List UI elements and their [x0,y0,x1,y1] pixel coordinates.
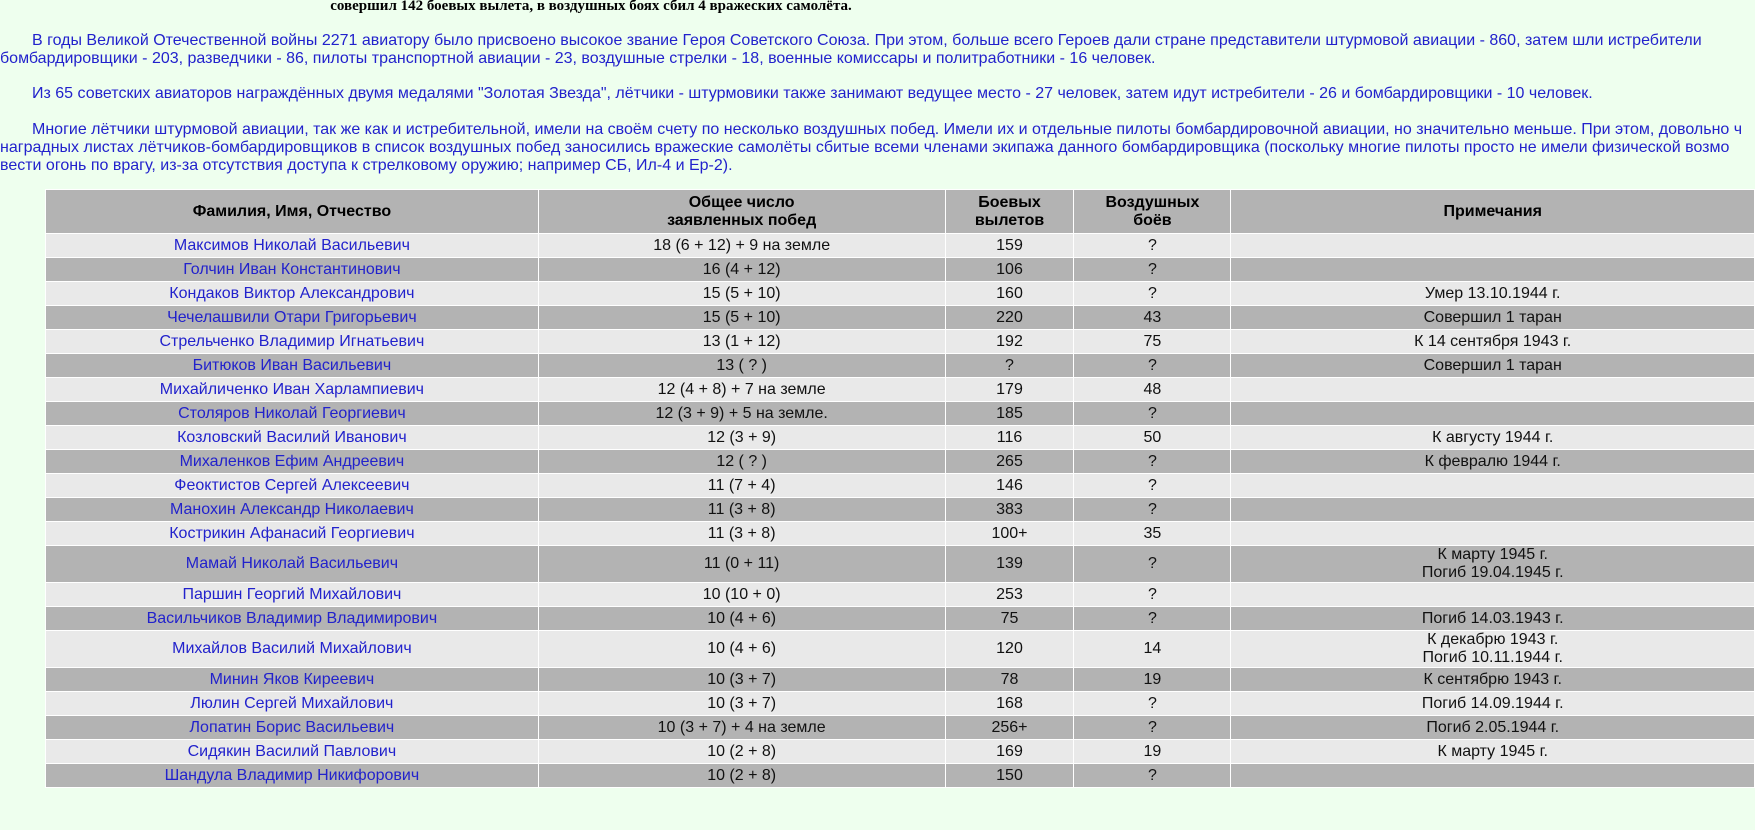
cell-battles: 43 [1074,306,1231,330]
cell-name[interactable] [46,764,539,788]
table-row [46,330,1755,354]
cell-name[interactable] [46,607,539,631]
pilot-name-link[interactable]: Голчин Иван Константинович [183,260,401,278]
cell-name[interactable] [46,234,539,258]
cell-victories: 10 (10 + 0) [538,583,945,607]
cell-name[interactable] [46,354,539,378]
cell-name[interactable] [46,426,539,450]
paragraph-line: Из 65 советских авиаторов награждённых двумя медалями "Золотая Звезда", лётчики - штурмовики также занимают ведущее место - 27 человек, затем идут истребители - 26 и бомбардировщики - 10 человек. [32,85,1593,102]
cell-note [1231,402,1755,426]
cell-note: Погиб 14.03.1943 г. [1231,607,1755,631]
table-row [46,764,1755,788]
cell-battles: ? [1074,282,1231,306]
cell-name[interactable] [46,282,539,306]
paragraph-line: наградных листах лётчиков-бомбардировщиков в список воздушных побед заносились вражеские самолёты сбитые всеми членами экипажа данного бомбардировщика (поскольку многие пилоты просто не имели физической возмо [0,139,1730,156]
cell-victories: 10 (4 + 6) [538,631,945,668]
cell-sorties: 179 [945,378,1074,402]
cell-sorties: 139 [945,546,1074,583]
table-row [46,522,1755,546]
cell-battles: ? [1074,692,1231,716]
table-row [46,258,1755,282]
cell-victories: 11 (7 + 4) [538,474,945,498]
cell-battles: 48 [1074,378,1231,402]
table-row [46,583,1755,607]
cell-victories: 13 ( ? ) [538,354,945,378]
cell-name[interactable] [46,692,539,716]
cell-note: К декабрю 1943 г. Погиб 10.11.1944 г. [1231,631,1755,668]
cell-victories: 10 (3 + 7) [538,692,945,716]
cell-note [1231,583,1755,607]
pilot-name-link[interactable]: Сидякин Василий Павлович [187,742,397,760]
cell-sorties: 256+ [945,716,1074,740]
cell-battles: 19 [1074,668,1231,692]
cell-battles: ? [1074,234,1231,258]
cell-sorties: 116 [945,426,1074,450]
cell-battles: 50 [1074,426,1231,450]
pilot-name-link[interactable]: Феоктистов Сергей Алексеевич [174,476,410,494]
cell-battles: 14 [1074,631,1231,668]
cell-name[interactable] [46,740,539,764]
cell-victories: 15 (5 + 10) [538,306,945,330]
cell-battles: ? [1074,450,1231,474]
cell-note: Умер 13.10.1944 г. [1231,282,1755,306]
table-row [46,306,1755,330]
cell-note [1231,258,1755,282]
cell-note: Совершил 1 таран [1231,354,1755,378]
cell-sorties: 265 [945,450,1074,474]
cell-note: Погиб 14.09.1944 г. [1231,692,1755,716]
table-row [46,692,1755,716]
cell-victories: 10 (2 + 8) [538,764,945,788]
table-row [46,607,1755,631]
cell-note: Совершил 1 таран [1231,306,1755,330]
cell-note: К февралю 1944 г. [1231,450,1755,474]
cell-name[interactable] [46,378,539,402]
paragraph-heroes-count [0,32,1755,68]
cell-note: К марту 1945 г. Погиб 19.04.1945 г. [1231,546,1755,583]
cell-sorties: 120 [945,631,1074,668]
paragraph-victories [0,121,1755,175]
cell-victories: 12 (4 + 8) + 7 на земле [538,378,945,402]
cell-sorties: 253 [945,583,1074,607]
pilot-name-link[interactable]: Кострикин Афанасий Георгиевич [169,524,415,542]
cell-sorties: 169 [945,740,1074,764]
cell-sorties: 220 [945,306,1074,330]
cell-name[interactable] [46,631,539,668]
table-row [46,474,1755,498]
paragraph-twice-heroes [0,85,1755,103]
cell-victories: 12 (3 + 9) + 5 на земле. [538,402,945,426]
cell-victories: 13 (1 + 12) [538,330,945,354]
cell-name[interactable] [46,716,539,740]
cell-note: К 14 сентября 1943 г. [1231,330,1755,354]
cell-battles: ? [1074,546,1231,583]
cell-name[interactable] [46,583,539,607]
cell-battles: 35 [1074,522,1231,546]
cell-sorties: 78 [945,668,1074,692]
pilot-name-link[interactable]: Шандула Владимир Никифорович [164,766,420,784]
cell-victories: 15 (5 + 10) [538,282,945,306]
header-sorties: Боевых вылетов [945,190,1074,234]
header-victories: Общее число заявленных побед [538,190,945,234]
cell-sorties: 192 [945,330,1074,354]
cell-name[interactable] [46,402,539,426]
cell-sorties: 75 [945,607,1074,631]
pilot-name-link[interactable]: Мамай Николай Васильевич [185,555,399,572]
pilot-name-link[interactable]: Максимов Николай Васильевич [173,236,410,254]
cell-name[interactable] [46,546,539,583]
header-notes: Примечания [1231,190,1755,234]
paragraph-line: вести огонь по врагу, из-за отсутствия доступа к стрелковому оружию; например СБ, Ил-4 и Ер-2). [0,157,733,174]
cell-sorties: 383 [945,498,1074,522]
table-row [46,378,1755,402]
cell-name[interactable] [46,450,539,474]
pilot-name-link[interactable]: Чечелашвили Отари Григорьевич [167,308,417,326]
cell-battles: 75 [1074,330,1231,354]
cell-sorties: 185 [945,402,1074,426]
pilot-name-link[interactable]: Битюков Иван Васильевич [192,356,392,374]
cell-note [1231,474,1755,498]
pilot-name-link[interactable]: Манохин Александр Николаевич [169,500,414,518]
paragraph-line: Многие лётчики штурмовой авиации, так же как и истребительной, имели на своём счету по несколько воздушных побед. Имели их и отдельные пилоты бомбардировочной авиации, но значительно меньше. При этом, довольно ч [32,121,1743,138]
header-battles: Воздушных боёв [1074,190,1231,234]
cell-name[interactable] [46,330,539,354]
cell-name[interactable] [46,522,539,546]
cell-sorties: 100+ [945,522,1074,546]
table-row [46,450,1755,474]
pilot-name-link[interactable]: Васильчиков Владимир Владимирович [146,609,438,627]
cell-battles: ? [1074,354,1231,378]
cell-note [1231,764,1755,788]
table-row [46,282,1755,306]
cell-battles: ? [1074,258,1231,282]
cell-battles: ? [1074,716,1231,740]
cell-victories: 11 (0 + 11) [538,546,945,583]
cell-battles: ? [1074,402,1231,426]
cell-name[interactable] [46,498,539,522]
table-row [46,546,1755,583]
table-row [46,402,1755,426]
cell-battles: 19 [1074,740,1231,764]
cell-note: К сентябрю 1943 г. [1231,668,1755,692]
cell-note [1231,234,1755,258]
cell-note [1231,522,1755,546]
pilot-name-link[interactable]: Паршин Георгий Михайлович [182,585,402,603]
cell-note [1231,498,1755,522]
paragraph-line: В годы Великой Отечественной войны 2271 авиатору было присвоено высокое звание Героя Советского Союза. При этом, больше всего Героев дали стране представители штурмовой авиации - 860, затем шли истребители [32,32,1702,49]
cell-sorties: 106 [945,258,1074,282]
cell-victories: 12 (3 + 9) [538,426,945,450]
table-row [46,668,1755,692]
pilot-name-link[interactable]: Михаленков Ефим Андреевич [179,452,405,470]
pilot-name-link[interactable]: Люлин Сергей Михайлович [190,694,394,712]
cell-victories: 10 (3 + 7) + 4 на земле [538,716,945,740]
pilot-name-link[interactable]: Козловский Василий Иванович [177,428,407,446]
cell-sorties: 160 [945,282,1074,306]
header-name: Фамилия, Имя, Отчество [46,190,539,234]
cell-name[interactable] [46,668,539,692]
cell-battles: ? [1074,474,1231,498]
cell-sorties: 159 [945,234,1074,258]
cell-victories: 11 (3 + 8) [538,498,945,522]
table-row [46,354,1755,378]
cell-victories: 18 (6 + 12) + 9 на земле [538,234,945,258]
cell-name[interactable] [46,474,539,498]
cell-note: Погиб 2.05.1944 г. [1231,716,1755,740]
pilot-name-link[interactable]: Лопатин Борис Васильевич [189,718,395,736]
cell-name[interactable] [46,306,539,330]
cell-battles: ? [1074,764,1231,788]
pilot-name-link[interactable]: Кондаков Виктор Александрович [169,284,415,302]
cell-victories: 10 (3 + 7) [538,668,945,692]
table-header-row [46,190,1755,234]
cell-sorties: 146 [945,474,1074,498]
intro-summary-line: совершил 142 боевых вылета, в воздушных боях сбил 4 вражеских самолёта. [330,0,852,14]
cell-sorties: 168 [945,692,1074,716]
table-row [46,716,1755,740]
cell-battles: ? [1074,583,1231,607]
table-row [46,498,1755,522]
cell-sorties: 150 [945,764,1074,788]
cell-victories: 10 (2 + 8) [538,740,945,764]
table-row [46,426,1755,450]
cell-name[interactable] [46,258,539,282]
cell-note [1231,378,1755,402]
cell-sorties: ? [945,354,1074,378]
pilot-name-link[interactable]: Стрельченко Владимир Игнатьевич [159,332,425,350]
paragraph-line: бомбардировщики - 203, разведчики - 86, пилоты транспортной авиации - 23, воздушные стрелки - 18, военные комиссары и политработники - 16 человек. [0,50,1156,67]
cell-victories: 16 (4 + 12) [538,258,945,282]
table-row [46,631,1755,668]
cell-victories: 12 ( ? ) [538,450,945,474]
cell-victories: 10 (4 + 6) [538,607,945,631]
cell-victories: 11 (3 + 8) [538,522,945,546]
pilot-name-link[interactable]: Михайличенко Иван Харлампиевич [159,380,424,398]
pilots-victories-table [45,189,1755,788]
cell-note: К августу 1944 г. [1231,426,1755,450]
cell-battles: ? [1074,607,1231,631]
cell-battles: ? [1074,498,1231,522]
pilot-name-link[interactable]: Столяров Николай Георгиевич [178,404,406,422]
pilot-name-link[interactable]: Минин Яков Киреевич [209,670,375,688]
table-row [46,740,1755,764]
table-row [46,234,1755,258]
pilot-name-link[interactable]: Михайлов Василий Михайлович [172,640,412,657]
cell-note: К марту 1945 г. [1231,740,1755,764]
